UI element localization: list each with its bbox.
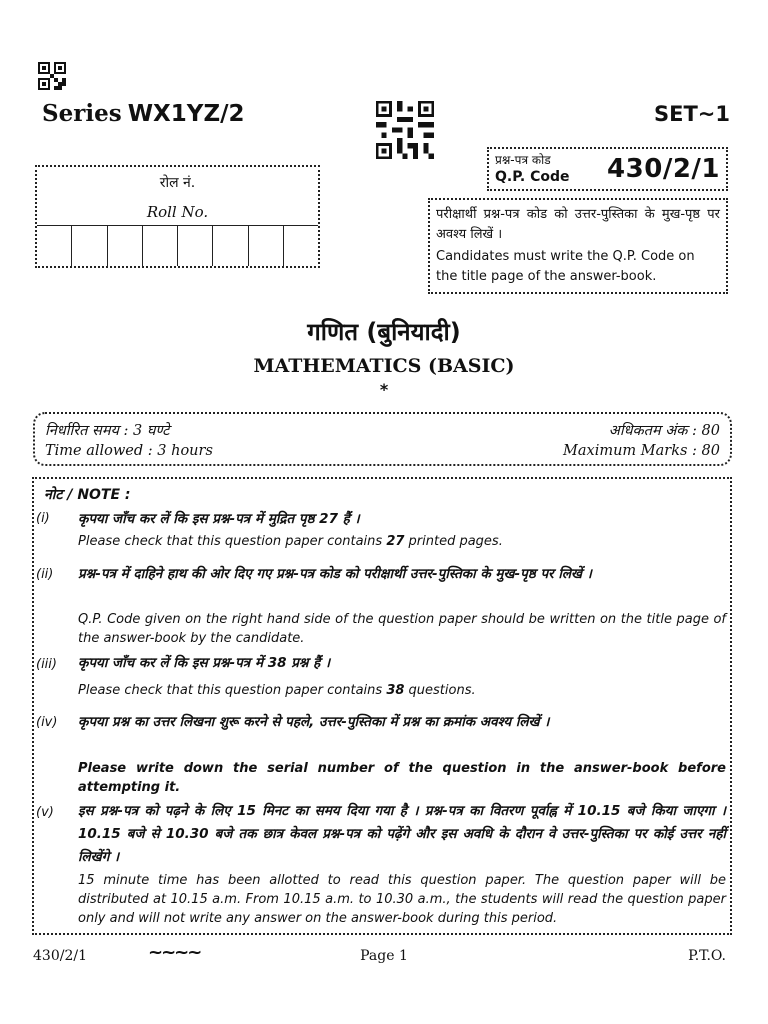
- note-item-number: (i): [36, 511, 50, 526]
- footer-pto: P.T.O.: [688, 948, 726, 964]
- note-text: Please check that this question paper contains: [78, 683, 387, 698]
- note-text-bold: 27: [386, 534, 405, 549]
- candidate-note-english: Candidates must write the Q.P. Code on the title page of the answer-book.: [436, 249, 695, 284]
- footer-qp-code: 430/2/1: [33, 948, 87, 964]
- note-item-english: Q.P. Code given on the right hand side of the question paper should be written on the title page of the answer-book by the candidate.: [78, 612, 726, 646]
- candidate-note-hindi: परीक्षार्थी प्रश्न-पत्र कोड को उत्तर-पुस्तिका के मुख-पृष्ठ पर अवश्य लिखें ।: [436, 207, 720, 242]
- qr-code-small: [38, 62, 66, 90]
- note-text: questions.: [404, 683, 476, 698]
- note-item-hindi: कृपया जाँच कर लें कि इस प्रश्न-पत्र में मुद्रित पृष्ठ 27 हैं ।: [78, 511, 360, 527]
- roll-cell[interactable]: [143, 226, 178, 266]
- note-item-english: Please write down the serial number of the question in the answer-book before attempting it.: [78, 761, 726, 795]
- time-marks-box: [33, 412, 732, 466]
- qp-code-box: [487, 147, 728, 191]
- note-item-english: 15 minute time has been allotted to read this question paper. The question paper will be distributed at 10.15 a.m. From 10.15 a.m. to 10.30 a.m., the students will read the question paper only and will not write any answer on the answer-book during this period.: [78, 873, 726, 926]
- footer-page-number: Page 1: [360, 948, 408, 964]
- note-item-hindi: इस प्रश्न-पत्र को पढ़ने के लिए 15 मिनट का समय दिया गया है । प्रश्न-पत्र का वितरण पूर्वाह्न में 10.15 बजे किया जाएगा । 10.15 बजे से 10.30 बजे तक छात्र केवल प्रश्न-पत्र को पढ़ेंगे और इस अवधि के दौरान वे उत्तर-पुस्तिका पर कोई उत्तर नहीं लिखेंगे ।: [78, 803, 726, 865]
- time-allowed-english: Time allowed : 3 hours: [45, 443, 213, 459]
- qp-label-hindi: प्रश्न-पत्र कोड: [495, 153, 551, 167]
- roll-cell[interactable]: [178, 226, 213, 266]
- roll-cell[interactable]: [213, 226, 248, 266]
- set-number: SET~1: [653, 102, 730, 126]
- note-item-hindi: कृपया प्रश्न का उत्तर लिखना शुरू करने से पहले, उत्तर-पुस्तिका में प्रश्न का क्रमांक अवश्य लिखें ।: [78, 714, 550, 730]
- note-item-number: (v): [36, 805, 54, 820]
- roll-number-box: [35, 165, 320, 268]
- footer-tilde-mark: ~~~~: [148, 942, 201, 963]
- roll-cell[interactable]: [72, 226, 107, 266]
- qp-label-english: Q.P. Code: [495, 169, 570, 185]
- note-item-english: [78, 532, 726, 551]
- subject-title-hindi: गणित (बुनियादी): [307, 318, 461, 346]
- title-star: *: [379, 380, 389, 399]
- roll-cell[interactable]: [108, 226, 143, 266]
- roll-cell[interactable]: [37, 226, 72, 266]
- note-item-hindi: कृपया जाँच कर लें कि इस प्रश्न-पत्र में 38 प्रश्न हैं ।: [78, 655, 331, 671]
- note-heading: नोट / NOTE :: [44, 487, 131, 503]
- roll-label-hindi: रोल नं.: [159, 175, 196, 191]
- max-marks-hindi: अधिकतम अंक : 80: [608, 423, 720, 439]
- note-text: Please check that this question paper contains: [78, 534, 387, 549]
- note-item-hindi: प्रश्न-पत्र में दाहिने हाथ की ओर दिए गए प्रश्न-पत्र कोड को परीक्षार्थी उत्तर-पुस्तिका के मुख-पृष्ठ पर लिखें ।: [78, 566, 592, 582]
- roll-cell[interactable]: [284, 226, 318, 266]
- series-line: [42, 100, 245, 127]
- qp-code-value: 430/2/1: [607, 154, 720, 184]
- note-text-bold: 38: [386, 683, 405, 698]
- series-code: WX1YZ/2: [127, 101, 245, 127]
- note-item-number: (ii): [36, 567, 54, 582]
- subject-title-english: MATHEMATICS (BASIC): [253, 355, 515, 377]
- series-label: Series: [42, 100, 122, 127]
- note-box: [32, 477, 732, 935]
- max-marks-english: Maximum Marks : 80: [563, 443, 720, 459]
- roll-cell[interactable]: [249, 226, 284, 266]
- note-text: printed pages.: [404, 534, 503, 549]
- time-allowed-hindi: निर्धारित समय : 3 घण्टे: [45, 423, 170, 439]
- note-item-english: [78, 681, 726, 700]
- note-item-number: (iv): [36, 715, 58, 730]
- roll-label-english: Roll No.: [146, 203, 209, 221]
- note-item-number: (iii): [36, 657, 57, 672]
- roll-number-cells: [37, 225, 318, 266]
- candidate-instruction-box: [428, 198, 728, 294]
- qr-code-center: [376, 101, 434, 159]
